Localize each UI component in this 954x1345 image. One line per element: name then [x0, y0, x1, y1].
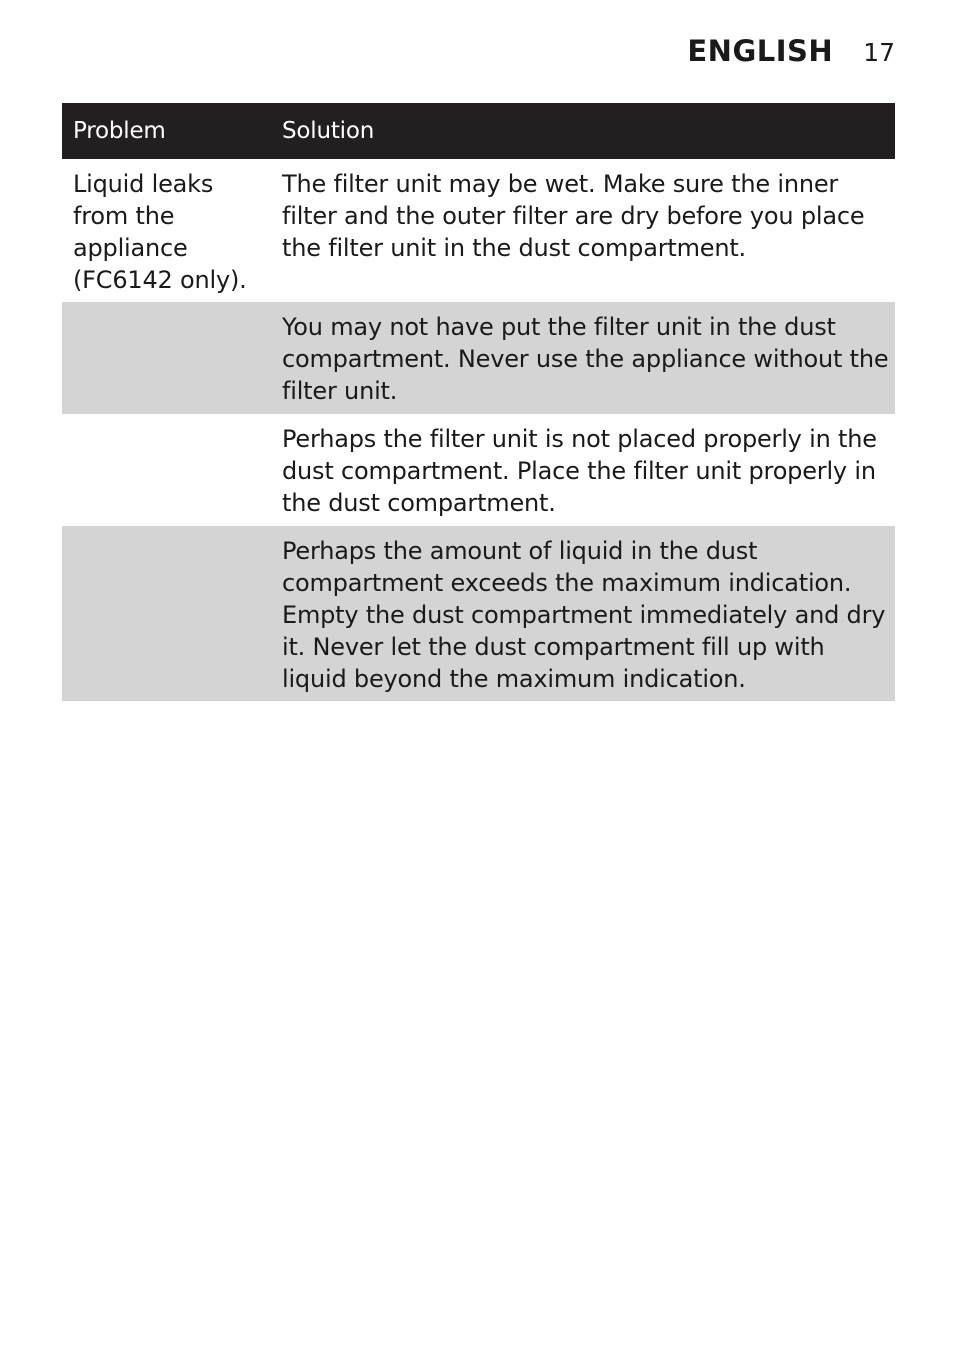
solution-cell: Perhaps the filter unit is not placed properly in the dust compartment. Place the filter unit properly in the dust compartment.: [282, 425, 877, 517]
table-row: [62, 302, 895, 414]
problem-cell: [62, 535, 282, 695]
problem-cell: Liquid leaks from the appliance (FC6142 only).: [73, 170, 247, 294]
table-row: [62, 526, 895, 701]
solution-cell: The filter unit may be wet. Make sure the inner filter and the outer filter are dry before you place the filter unit in the dust compartment.: [282, 170, 865, 262]
problem-cell: [62, 311, 282, 407]
section-title: ENGLISH: [687, 34, 834, 68]
solution-cell: You may not have put the filter unit in the dust compartment. Never use the appliance without the filter unit.: [282, 313, 889, 405]
page-header: [687, 34, 895, 68]
table-row: [62, 159, 895, 302]
column-header-solution: Solution: [282, 118, 375, 144]
table-row: [62, 414, 895, 526]
page-number: 17: [863, 38, 895, 67]
problem-cell: [62, 423, 282, 519]
troubleshooting-table: [62, 103, 895, 701]
column-header-problem: Problem: [73, 118, 166, 144]
solution-cell: Perhaps the amount of liquid in the dust compartment exceeds the maximum indication. Empty the dust compartment immediately and dry it. Never let the dust compartment fill up with liquid beyond the maximum indication.: [282, 537, 886, 693]
table-header-row: [62, 103, 895, 159]
